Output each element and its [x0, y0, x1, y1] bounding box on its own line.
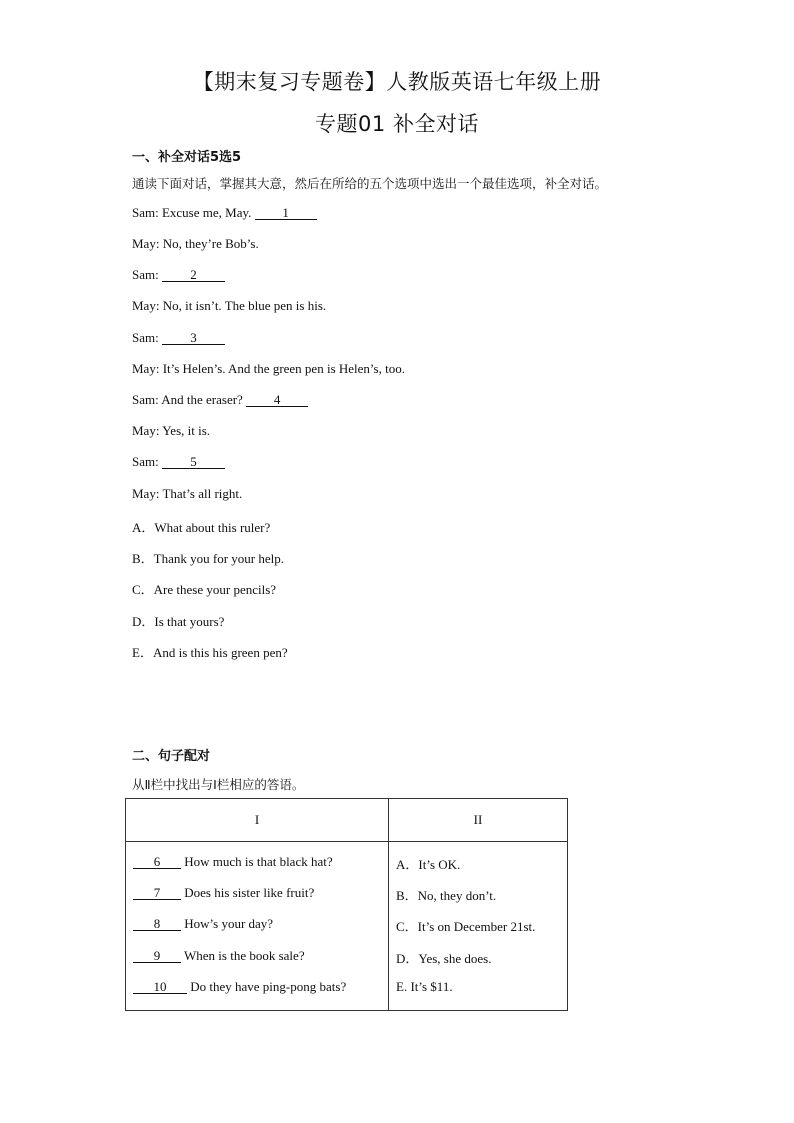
questions-cell — [126, 842, 389, 1011]
section2-instruction: 从Ⅱ栏中找出与Ⅰ栏相应的答语。 — [132, 777, 305, 792]
answers-cell — [389, 842, 568, 1011]
answer-blank[interactable]: 3 — [162, 331, 225, 345]
option-item: E．And is this his green pen? — [132, 645, 288, 660]
column-header-i: I — [126, 799, 389, 842]
column-header-ii: II — [389, 799, 568, 842]
answer-blank[interactable]: 1 — [255, 206, 317, 220]
question-row: 9 When is the book sale? — [126, 948, 388, 979]
matching-table — [125, 798, 568, 1011]
option-item: B．Thank you for your help. — [132, 551, 285, 566]
page-subtitle: 专题01 补全对话 — [315, 112, 479, 136]
section1-heading: 一、补全对话5选5 — [132, 150, 242, 165]
dialogue-line: May: No, they’re Bob’s. — [132, 236, 259, 251]
section1-instruction: 通读下面对话，掌握其大意，然后在所给的五个选项中选出一个最佳选项，补全对话。 — [132, 176, 608, 191]
option-item: D．Is that yours? — [132, 614, 225, 629]
page-title: 【期末复习专题卷】人教版英语七年级上册 — [192, 70, 602, 94]
option-item: A．What about this ruler? — [132, 520, 271, 535]
dialogue-line: Sam: 2 — [132, 267, 225, 283]
answer-blank[interactable]: 9 — [133, 949, 181, 963]
dialogue-line: Sam: 3 — [132, 330, 225, 346]
section2-heading: 二、句子配对 — [132, 749, 211, 764]
answer-row: A．It’s OK. — [396, 857, 461, 872]
answer-row: C．It’s on December 21st. — [396, 919, 536, 935]
answer-row: E. It’s $11. — [396, 978, 453, 994]
question-row: 6 How much is that black hat? — [126, 854, 388, 885]
question-row: 8 How’s your day? — [126, 916, 388, 947]
answer-blank[interactable]: 4 — [246, 393, 308, 407]
question-row: 10 Do they have ping-pong bats? — [126, 979, 388, 1010]
answer-row: D．Yes, she does. — [396, 950, 492, 966]
dialogue-line: Sam: Excuse me, May. 1 — [132, 205, 317, 221]
answer-blank[interactable]: 6 — [133, 855, 181, 869]
option-item: C．Are these your pencils? — [132, 582, 277, 597]
dialogue-line: May: No, it isn’t. The blue pen is his. — [132, 298, 327, 313]
answer-blank[interactable]: 10 — [133, 980, 187, 994]
dialogue-line: May: That’s all right. — [132, 486, 243, 501]
answer-blank[interactable]: 8 — [133, 917, 181, 931]
dialogue-line: Sam: And the eraser? 4 — [132, 392, 308, 408]
dialogue-line: Sam: 5 — [132, 454, 225, 470]
answer-blank[interactable]: 5 — [162, 455, 225, 469]
answer-blank[interactable]: 7 — [133, 886, 181, 900]
answer-blank[interactable]: 2 — [162, 268, 225, 282]
answer-row: B．No, they don’t. — [396, 888, 497, 904]
dialogue-line: May: Yes, it is. — [132, 423, 211, 438]
dialogue-line: May: It’s Helen’s. And the green pen is Helen’s, too. — [132, 361, 405, 376]
question-row: 7 Does his sister like fruit? — [126, 885, 388, 916]
